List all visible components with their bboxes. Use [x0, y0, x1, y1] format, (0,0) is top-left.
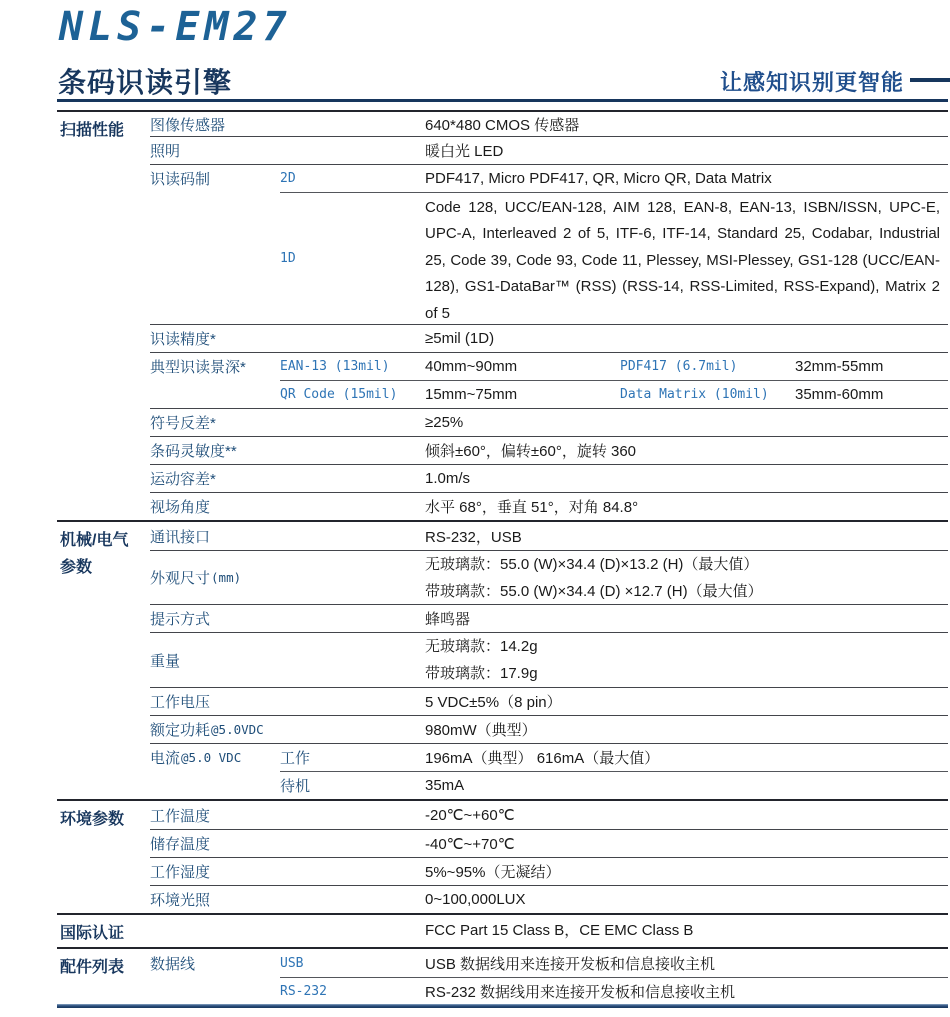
attr-label: 视场角度 — [150, 499, 211, 516]
sub-cell: 待机 — [280, 771, 425, 799]
value-text: 980mW（典型） — [425, 722, 537, 739]
value-cell — [425, 977, 948, 1005]
spec-row — [150, 352, 948, 380]
value-text: Code 128, UCC/EAN-128, AIM 128, EAN-8, EAN-13, ISBN/ISSN, UPC-E, UPC-A, Interleaved 2 of 5, ITF-6, ITF-14, Standard 25, Codabar, Industrial 25, Code 39, Code 93, Code 11, Plessey, MSI-Plessey, GS1-128 (UCC/EAN-128), GS1-DataBar™ (RSS) (RSS-14, RSS-Limited, RSS-Expand), Matrix 2 of 5 — [425, 199, 940, 322]
sub-cell — [280, 801, 425, 829]
value-text: ≥5mil (1D) — [425, 330, 495, 347]
section-label-line: 机械/电气 — [60, 532, 129, 549]
value-text: FCC Part 15 Class B，CE EMC Class B — [425, 921, 694, 939]
value-cell — [425, 605, 948, 632]
spec-row — [150, 522, 948, 550]
section-label — [57, 522, 150, 799]
attr-cell — [150, 380, 280, 408]
value-line: 无玻璃款：14.2g — [425, 638, 538, 655]
attr-cell — [150, 465, 280, 492]
sub-cell — [280, 493, 425, 520]
attr-cell — [150, 886, 280, 913]
attr-label: 电流 — [150, 750, 181, 767]
spec-row — [150, 977, 948, 1005]
sub-cell — [280, 886, 425, 913]
value-text: RS-232 数据线用来连接开发板和信息接收主机 — [425, 984, 736, 1001]
sub-label-2: PDF417 (6.7mil) — [620, 359, 738, 374]
spec-table — [57, 110, 948, 1005]
value-cell — [425, 886, 948, 913]
section-label — [57, 801, 150, 913]
attr-cell — [150, 915, 280, 943]
attr-cell — [150, 437, 280, 464]
product-type-heading: 条码识读引擎 — [58, 67, 233, 98]
spec-row — [150, 112, 948, 136]
attr-label: 外观尺寸 — [150, 570, 211, 587]
value-cell — [425, 830, 948, 857]
value-text: 1.0m/s — [425, 470, 471, 487]
value-cell — [425, 165, 948, 192]
spec-row — [150, 632, 948, 687]
attr-label: 图像传感器 — [150, 116, 226, 134]
attr-cell — [150, 137, 280, 164]
value-cell — [425, 192, 948, 324]
value-text: 0~100,000LUX — [425, 891, 526, 908]
footer-rule-line — [57, 1004, 948, 1008]
section-label-line: 参数 — [60, 559, 93, 576]
value-cell — [425, 465, 948, 492]
sub-cell — [280, 830, 425, 857]
attr-cell — [150, 633, 280, 687]
value-text: PDF417, Micro PDF417, QR, Micro QR, Data Matrix — [425, 170, 772, 187]
attr-cell — [150, 605, 280, 632]
value-text: USB 数据线用来连接开发板和信息接收主机 — [425, 955, 716, 973]
attr-cell — [150, 192, 280, 324]
value-cell — [425, 744, 948, 771]
section-label-line: 扫描性能 — [60, 122, 125, 139]
sub-cell — [280, 633, 425, 687]
section-label — [57, 949, 150, 1005]
section-rows — [150, 522, 948, 799]
sub-cell — [280, 137, 425, 164]
spec-row — [150, 550, 948, 604]
sub-cell: USB — [280, 955, 304, 971]
value-cell — [425, 949, 948, 977]
attr-cell — [150, 771, 280, 799]
attr-cell — [150, 801, 280, 829]
value-text: 倾斜±60°，偏转±60°，旋转 360 — [425, 443, 637, 460]
attr-label: 条码灵敏度** — [150, 443, 237, 460]
attr-cell — [150, 949, 280, 977]
sub-cell — [280, 716, 425, 743]
spec-row — [150, 949, 948, 977]
sub-cell: 1D — [280, 192, 425, 324]
spec-row — [150, 408, 948, 436]
attr-label: 数据线 — [150, 955, 196, 973]
spec-row — [150, 324, 948, 352]
section-label — [57, 112, 150, 520]
section-rows — [150, 915, 948, 947]
attr-label: 识读码制 — [150, 171, 211, 188]
attr-label: 工作湿度 — [150, 864, 211, 881]
value-text-2: 32mm-55mm — [795, 358, 884, 375]
spec-row — [150, 915, 948, 943]
value-cell — [425, 325, 948, 352]
sub-cell: EAN-13 (13mil) — [280, 359, 390, 374]
spec-row — [150, 136, 948, 164]
attr-label: 重量 — [150, 652, 181, 670]
brand-slogan: 让感知识别更智能 — [719, 70, 904, 95]
header-rule-line — [57, 99, 948, 102]
attr-label: 照明 — [150, 143, 181, 160]
value-cell — [425, 551, 948, 604]
value-cell — [425, 858, 948, 885]
value-text: 640*480 CMOS 传感器 — [425, 116, 580, 134]
value-text: RS-232，USB — [425, 528, 522, 546]
section-label-line: 环境参数 — [60, 811, 125, 828]
spec-row — [150, 464, 948, 492]
spec-row — [150, 743, 948, 771]
slogan-dash-line — [910, 78, 950, 82]
value-text-2: 35mm-60mm — [795, 386, 884, 403]
attr-label: 储存温度 — [150, 836, 211, 853]
sub-cell: 2D — [280, 171, 296, 186]
spec-row — [150, 436, 948, 464]
attr-label: 典型识读景深* — [150, 359, 246, 376]
section-rows — [150, 949, 948, 1005]
attr-label: 提示方式 — [150, 611, 211, 628]
spec-row — [150, 492, 948, 520]
attr-cell — [150, 744, 280, 771]
value-text: -40℃~+70℃ — [425, 835, 515, 853]
attr-label: 工作电压 — [150, 694, 211, 711]
attr-label: 识读精度* — [150, 331, 216, 348]
value-cell — [425, 380, 948, 408]
sub-cell — [280, 437, 425, 464]
attr-cell — [150, 551, 280, 604]
spec-row — [150, 857, 948, 885]
value-text: 水平 68°，垂直 51°，对角 84.8° — [425, 499, 639, 516]
attr-cell — [150, 353, 280, 380]
value-text: 5%~95%（无凝结） — [425, 864, 561, 881]
sub-cell — [280, 551, 425, 604]
value-cell — [425, 633, 948, 687]
attr-cell — [150, 830, 280, 857]
value-text: 35mA — [425, 777, 465, 794]
attr-label: 环境光照 — [150, 892, 211, 909]
value-cell — [425, 112, 948, 136]
spec-section — [57, 520, 948, 799]
value-cell — [425, 688, 948, 715]
spec-row — [150, 164, 948, 192]
attr-cell — [150, 409, 280, 436]
value-cell — [425, 771, 948, 799]
section-label-line: 国际认证 — [60, 925, 125, 942]
spec-row — [150, 715, 948, 743]
attr-label: 符号反差* — [150, 415, 216, 432]
value-cell — [425, 353, 948, 380]
spec-row — [150, 380, 948, 408]
sub-cell — [280, 522, 425, 550]
sub-cell — [280, 325, 425, 352]
value-line: 无玻璃款：55.0 (W)×34.4 (D)×13.2 (H)（最大值） — [425, 555, 759, 573]
value-cell — [425, 801, 948, 829]
attr-cell — [150, 325, 280, 352]
sub-cell — [280, 409, 425, 436]
product-model-title: NLS-EM27 — [59, 4, 292, 50]
spec-section — [57, 112, 948, 520]
spec-section — [57, 799, 948, 913]
spec-row — [150, 885, 948, 913]
sub-cell: 工作 — [280, 750, 311, 767]
sub-cell — [280, 688, 425, 715]
value-cell — [425, 437, 948, 464]
attr-cell — [150, 522, 280, 550]
value-cell — [425, 137, 948, 164]
attr-label: 通讯接口 — [150, 528, 211, 546]
attr-cell — [150, 716, 280, 743]
attr-cell — [150, 112, 280, 136]
sub-cell — [280, 605, 425, 632]
value-cell — [425, 522, 948, 550]
attr-label-suffix: @5.0VDC — [211, 722, 264, 737]
value-line: 带玻璃款：17.9g — [425, 665, 538, 682]
attr-cell — [150, 977, 280, 1005]
attr-cell — [150, 165, 280, 192]
section-label — [57, 915, 150, 947]
value-cell — [425, 493, 948, 520]
sub-cell: QR Code (15mil) — [280, 380, 425, 408]
value-text: 15mm~75mm — [425, 386, 518, 403]
attr-cell — [150, 858, 280, 885]
spec-row — [150, 829, 948, 857]
spec-row — [150, 192, 948, 324]
section-label-line: 配件列表 — [60, 959, 125, 976]
attr-label: 工作温度 — [150, 807, 211, 825]
section-rows — [150, 801, 948, 913]
sub-cell — [280, 858, 425, 885]
attr-label-suffix: @5.0 VDC — [181, 750, 242, 765]
spec-row — [150, 801, 948, 829]
attr-label: 运动容差* — [150, 471, 216, 488]
sub-label-2: Data Matrix (10mil) — [620, 387, 769, 402]
value-line: 带玻璃款：55.0 (W)×34.4 (D) ×12.7 (H)（最大值） — [425, 582, 763, 600]
spec-section — [57, 947, 948, 1005]
value-text: 蜂鸣器 — [425, 611, 471, 628]
value-text: 196mA（典型） 616mA（最大值） — [425, 750, 660, 767]
value-text: 暖白光 LED — [425, 143, 504, 160]
value-cell — [425, 716, 948, 743]
attr-label: 额定功耗 — [150, 722, 211, 739]
attr-cell — [150, 493, 280, 520]
section-rows — [150, 112, 948, 520]
value-cell — [425, 409, 948, 436]
value-text: 5 VDC±5%（8 pin） — [425, 694, 562, 711]
value-cell — [425, 915, 948, 943]
sub-cell — [280, 112, 425, 136]
spec-row — [150, 687, 948, 715]
attr-label-suffix: (mm) — [211, 570, 242, 585]
sub-cell — [280, 465, 425, 492]
header — [57, 0, 948, 110]
attr-cell — [150, 688, 280, 715]
sub-cell: RS-232 — [280, 977, 425, 1005]
spec-section — [57, 913, 948, 947]
spec-row — [150, 771, 948, 799]
sub-cell — [280, 915, 425, 943]
value-text: -20℃~+60℃ — [425, 807, 515, 824]
value-text: 40mm~90mm — [425, 358, 518, 375]
spec-row — [150, 604, 948, 632]
value-text: ≥25% — [425, 414, 464, 431]
